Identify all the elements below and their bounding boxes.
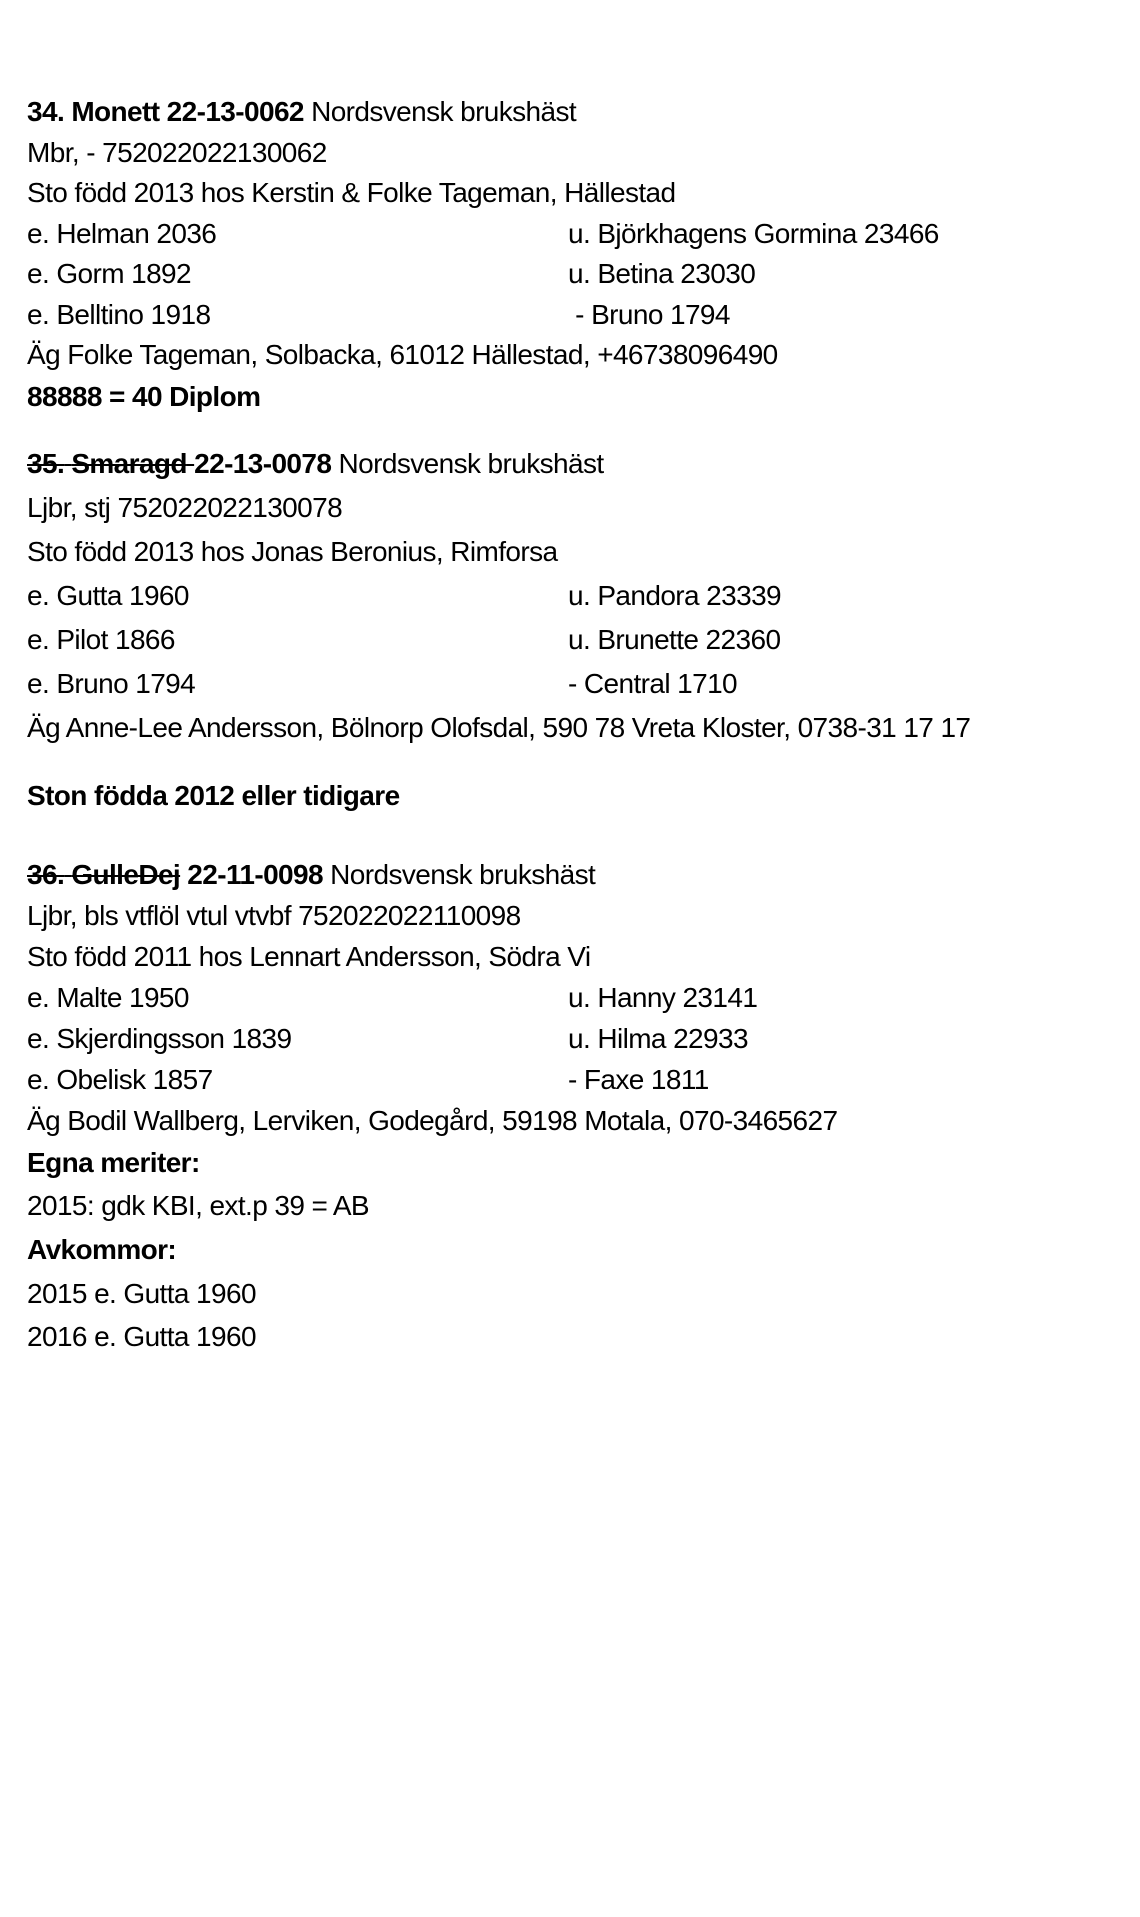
horse-name: Monett: [71, 96, 160, 127]
pedigree-sire-1: e. Gutta 1960: [27, 580, 189, 611]
entry-number: 34.: [27, 96, 65, 127]
pedigree-dam-1: u. Hanny 23141: [568, 982, 758, 1013]
registration-number: 22-13-0062: [166, 96, 304, 127]
entry-header: [27, 95, 576, 129]
pedigree-sire-1: e. Malte 1950: [27, 982, 189, 1013]
registration-number: 22-11-0098: [187, 859, 323, 890]
color-line: Mbr, - 752022022130062: [27, 137, 327, 168]
pedigree-dam-2: u. Brunette 22360: [568, 624, 781, 655]
diploma-line: 88888 = 40 Diplom: [27, 381, 261, 412]
pedigree-sire-3: e. Bruno 1794: [27, 668, 196, 699]
pedigree-sire-2: e. Gorm 1892: [27, 258, 191, 289]
entry-header: [27, 447, 604, 481]
pedigree-sire-3: e. Belltino 1918: [27, 299, 211, 330]
entry-header: [27, 858, 595, 892]
birth-line: Sto född 2013 hos Kerstin & Folke Tageman, Hällestad: [27, 177, 676, 208]
pedigree-sire-1: e. Helman 2036: [27, 218, 217, 249]
pedigree-dam-2: u. Betina 23030: [568, 258, 756, 289]
pedigree-sire-2: e. Pilot 1866: [27, 624, 175, 655]
pedigree-dam-1: u. Björkhagens Gormina 23466: [568, 218, 939, 249]
pedigree-dam-3: - Faxe 1811: [568, 1064, 709, 1095]
birth-line: Sto född 2013 hos Jonas Beronius, Rimforsa: [27, 536, 558, 567]
offspring-item: 2015 e. Gutta 1960: [27, 1278, 256, 1309]
offspring-item: 2016 e. Gutta 1960: [27, 1321, 256, 1352]
entry-number: 36.: [27, 859, 65, 890]
registration-number: 22-13-0078: [194, 448, 332, 479]
section-heading: Ston födda 2012 eller tidigare: [27, 780, 400, 811]
pedigree-sire-2: e. Skjerdingsson 1839: [27, 1023, 292, 1054]
offspring-heading: Avkommor:: [27, 1234, 177, 1265]
pedigree-dam-3: - Bruno 1794: [568, 299, 730, 330]
color-line: Ljbr, stj 752022022130078: [27, 492, 343, 523]
merit-item: 2015: gdk KBI, ext.p 39 = AB: [27, 1190, 370, 1221]
color-line: Ljbr, bls vtflöl vtul vtvbf 752022022110098: [27, 900, 521, 931]
pedigree-sire-3: e. Obelisk 1857: [27, 1064, 213, 1095]
pedigree-dam-1: u. Pandora 23339: [568, 580, 782, 611]
owner-line: Äg Folke Tageman, Solbacka, 61012 Hällestad, +46738096490: [27, 339, 778, 370]
breed: Nordsvensk brukshäst: [330, 859, 596, 890]
owner-line: Äg Bodil Wallberg, Lerviken, Godegård, 59198 Motala, 070-3465627: [27, 1105, 838, 1136]
owner-line: Äg Anne-Lee Andersson, Bölnorp Olofsdal, 590 78 Vreta Kloster, 0738-31 17 17: [27, 712, 971, 743]
breed: Nordsvensk brukshäst: [338, 448, 604, 479]
merits-heading: Egna meriter:: [27, 1147, 200, 1178]
pedigree-dam-3: - Central 1710: [568, 668, 738, 699]
breed: Nordsvensk brukshäst: [311, 96, 577, 127]
horse-name-struck: Smaragd: [71, 448, 187, 479]
birth-line: Sto född 2011 hos Lennart Andersson, Södra Vi: [27, 941, 591, 972]
entry-number: 35.: [27, 448, 65, 479]
horse-name-struck: GulleDej: [71, 859, 181, 890]
pedigree-dam-2: u. Hilma 22933: [568, 1023, 748, 1054]
